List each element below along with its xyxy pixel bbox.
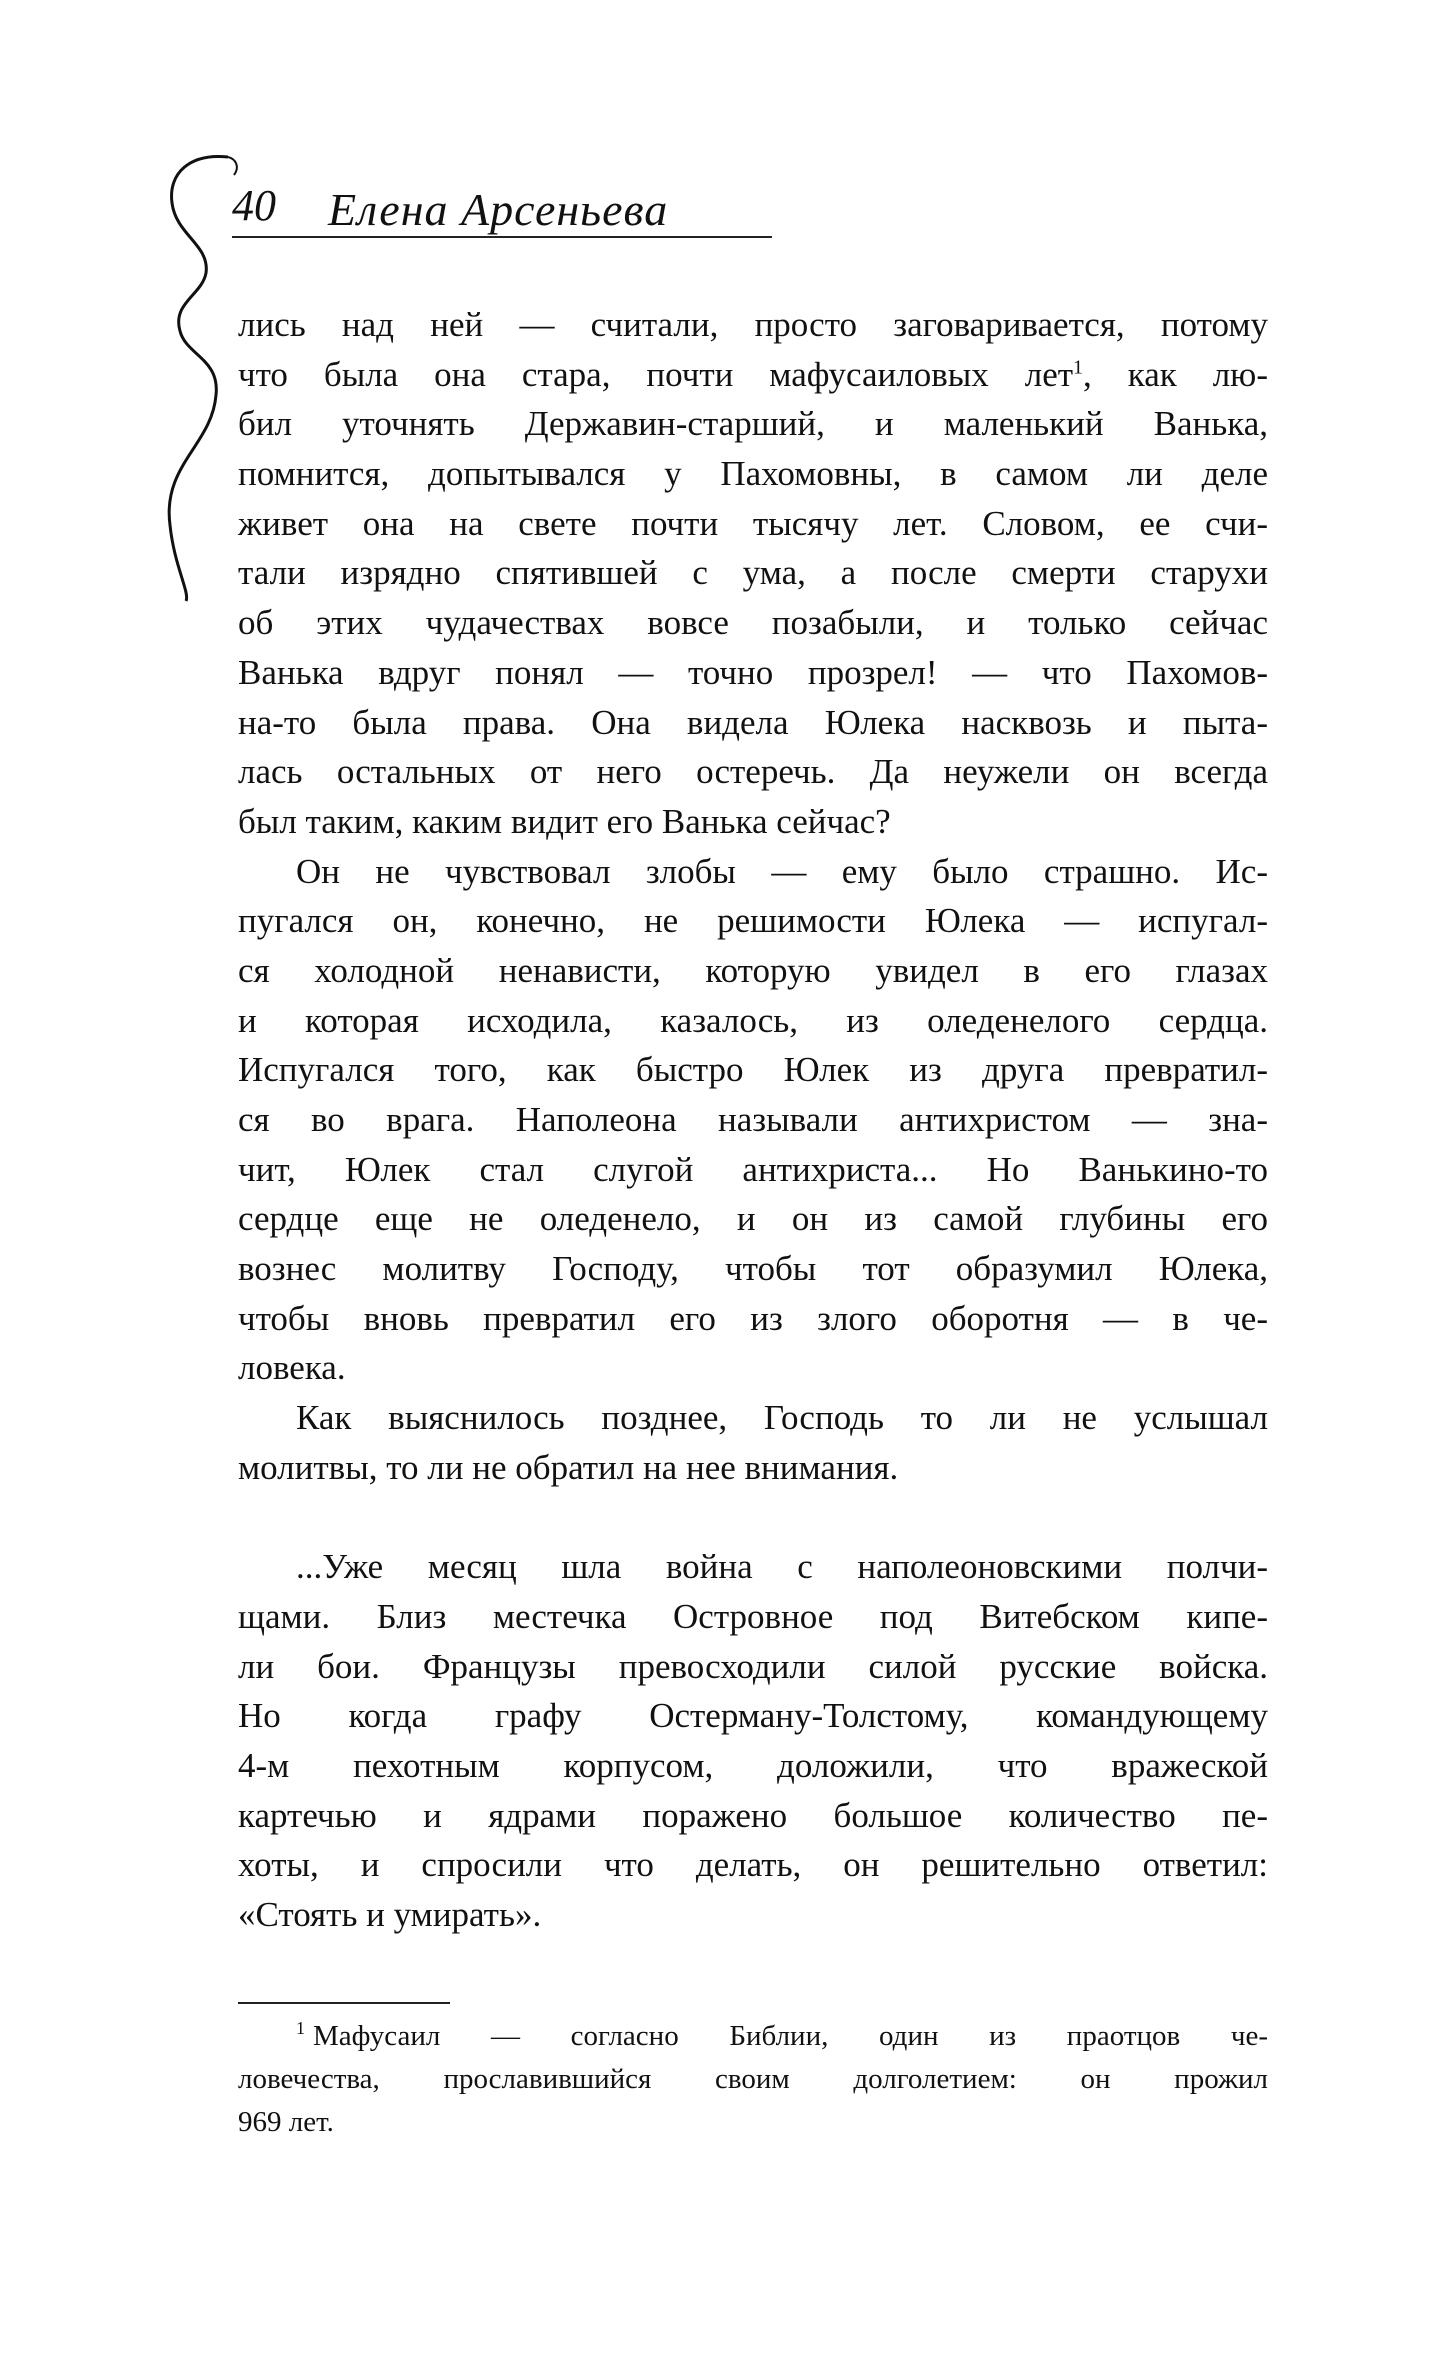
text-line: об этих чудачествах вовсе позабыли, и только сейчас bbox=[238, 603, 1268, 643]
text-line: хоты, и спросили что делать, он решительно ответил: bbox=[238, 1845, 1268, 1885]
text-line: чтобы вновь превратил его из злого оборотня — в че- bbox=[238, 1298, 1268, 1338]
text-line: щами. Близ местечка Островное под Витебском кипе- bbox=[238, 1596, 1268, 1636]
text-line: ся холодной ненависти, которую увидел в его глазах bbox=[238, 950, 1268, 990]
text-line: Как выяснилось позднее, Господь то ли не услышал bbox=[296, 1398, 1268, 1438]
text-line: сердце еще не оледенело, и он из самой глубины его bbox=[238, 1199, 1268, 1239]
text-line: 4-м пехотным корпусом, доложили, что вражеской bbox=[238, 1745, 1268, 1785]
text-line: ловека. bbox=[238, 1348, 346, 1388]
footnote-line: ловечества, прославившийся своим долголетием: он прожил bbox=[238, 2063, 1268, 2095]
text-line: чит, Юлек стал слугой антихриста... Но Ванькино-то bbox=[238, 1149, 1268, 1189]
author-name: Елена Арсеньева bbox=[328, 184, 669, 235]
text-line: Он не чувствовал злобы — ему было страшно. Ис- bbox=[296, 851, 1268, 891]
text-line: и которая исходила, казалось, из оледенелого сердца. bbox=[238, 1000, 1268, 1040]
text-line: Ванька вдруг понял — точно прозрел! — что Пахомов- bbox=[238, 652, 1268, 692]
text-line: ли бои. Французы превосходили силой русские войска. bbox=[238, 1646, 1268, 1686]
text-line: тали изрядно спятившей с ума, а после смерти старухи bbox=[238, 553, 1268, 593]
text-line: Но когда графу Остерману-Толстому, командующему bbox=[238, 1696, 1268, 1736]
footnote-line: 969 лет. bbox=[238, 2106, 334, 2138]
main-text bbox=[238, 300, 1268, 1940]
text-line: на-то была права. Она видела Юлека насквозь и пыта- bbox=[238, 702, 1268, 742]
text-line: живет она на свете почти тысячу лет. Словом, ее счи- bbox=[238, 503, 1268, 543]
text-line: был таким, каким видит его Ванька сейчас? bbox=[238, 801, 891, 841]
footnote-line: $^1$ Мафусаил — согласно Библии, один из праотцов че- bbox=[296, 2018, 1268, 2052]
text-line: Испугался того, как быстро Юлек из друга превратил- bbox=[238, 1050, 1268, 1090]
header-rule bbox=[232, 236, 772, 238]
text-line: помнится, допытывался у Пахомовны, в самом ли деле bbox=[238, 454, 1268, 494]
text-line: что была она стара, почти мафусаиловых лет$^1$, как лю- bbox=[238, 354, 1268, 394]
text-line: «Стоять и умирать». bbox=[238, 1895, 542, 1934]
text-line: лась остальных от него остеречь. Да неужели он всегда bbox=[238, 752, 1268, 792]
text-line: пугался он, конечно, не решимости Юлека — испугал- bbox=[238, 901, 1268, 941]
running-header bbox=[232, 180, 772, 250]
text-line: картечью и ядрами поражено большое количество пе- bbox=[238, 1795, 1268, 1835]
footnote-marker: 1 bbox=[296, 2018, 305, 2039]
text-line: молитвы, то ли не обратил на нее внимания. bbox=[238, 1447, 899, 1487]
footnote-ref: 1 bbox=[1073, 356, 1084, 379]
text-line: ся во врага. Наполеона называли антихристом — зна- bbox=[238, 1100, 1268, 1139]
text-line: вознес молитву Господу, чтобы тот образумил Юлека, bbox=[238, 1249, 1268, 1289]
footnote-rule bbox=[238, 2002, 450, 2004]
text-line: ...Уже месяц шла война с наполеоновскими полчи- bbox=[296, 1547, 1268, 1587]
text-line: лись над ней — считали, просто заговаривается, потому bbox=[238, 305, 1268, 344]
page-number: 40 bbox=[232, 181, 276, 230]
text-line: бил уточнять Державин-старший, и маленький Ванька, bbox=[238, 404, 1268, 444]
footnote bbox=[238, 2015, 1268, 2144]
